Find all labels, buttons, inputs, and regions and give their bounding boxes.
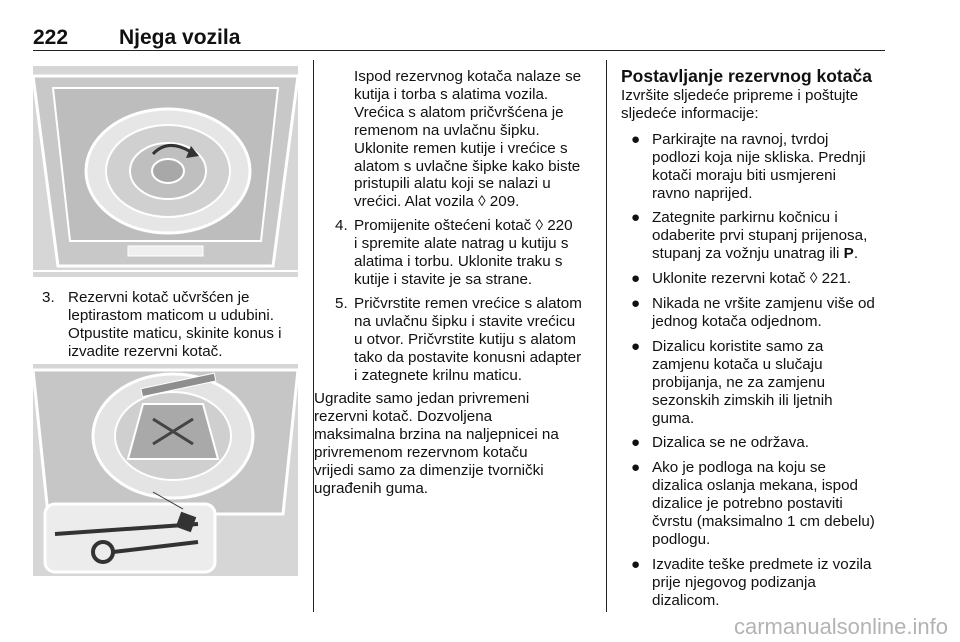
bullet-line: jednog kotača odjednom. (652, 312, 822, 330)
text-line: rezervni kotač. Dozvoljena (314, 408, 493, 426)
right-column-text (621, 65, 891, 610)
bullet-line: podlozi koja nije skliska. Prednji (652, 148, 866, 166)
bullet-item (621, 434, 891, 452)
bullet-icon: ● (631, 209, 641, 227)
step-3-number: 3. (42, 289, 55, 306)
bullet-line: kotači moraju biti usmjereni (652, 166, 837, 184)
bullet-line: čvrstu (maksimalno 1 cm debelu) (652, 513, 875, 531)
bullet-item (621, 270, 891, 288)
step-3-line: Otpustite maticu, skinite konus i (68, 324, 282, 342)
bullet-line: Uklonite rezervni kotač ◊ 221. (652, 270, 852, 288)
outro-paragraph (314, 390, 596, 497)
bullet-line: Zategnite parkirnu kočnicu i (652, 209, 838, 227)
bullet-line: Ako je podloga na koju se (652, 459, 826, 477)
step-5 (328, 295, 596, 385)
bullet-item (621, 209, 891, 263)
step-4-number: 4. (335, 217, 348, 235)
step-4 (328, 217, 596, 289)
jack-and-tools-illustration (33, 364, 298, 576)
bullet-item (621, 556, 891, 610)
text-line: Vrećica s alatom pričvršćena je (354, 103, 564, 121)
bullet-line: Nikada ne vršite zamjenu više od (652, 295, 875, 313)
text-line: ugrađenih guma. (314, 479, 428, 497)
step-5-number: 5. (335, 294, 348, 312)
gear-label-p: P (843, 245, 854, 263)
bullet-line: Parkirajte na ravnoj, tvrdoj (652, 130, 829, 148)
bullet-line: dizalicom. (652, 591, 720, 609)
text-line: vrijedi samo za dimenzije tvornički (314, 462, 544, 480)
text-line: kutija i torba s alatima vozila. (354, 85, 549, 103)
bullet-line: ravno naprijed. (652, 184, 753, 202)
step-4-line: kutije i stavite je sa strane. (354, 270, 533, 288)
step-3-line: izvadite rezervni kotač. (68, 342, 223, 360)
bullet-line: dizalica oslanja mekana, ispod (652, 477, 858, 495)
intro-paragraph (328, 68, 596, 211)
step-5-line: Pričvrstite remen vrećice s alatom (354, 294, 582, 312)
text-line: privremenom rezervnom kotaču (314, 444, 528, 462)
column-divider-left (313, 60, 314, 612)
bullet-line: dizalice je potrebno postaviti (652, 495, 843, 513)
step-5-line: tako da postavite konusni adapter (354, 348, 582, 366)
text-line: alatom s uvlačne šipke kako biste (354, 157, 581, 175)
text-line: Ugradite samo jedan privremeni (314, 390, 530, 408)
bullet-icon: ● (631, 130, 641, 148)
header-rule (33, 50, 885, 51)
watermark: carmanualsonline.info (733, 614, 948, 639)
bullet-item (621, 459, 891, 549)
bullet-line: prije njegovog podizanja (652, 573, 816, 591)
step-5-line: na uvlačnu šipku i stavite vrećicu (354, 312, 576, 330)
text-line: Ispod rezervnog kotača nalaze se (354, 68, 582, 85)
bullet-line: odaberite prvi stupanj prijenosa, (652, 227, 868, 245)
left-column-text (42, 289, 302, 361)
text-line: pristupili alatu koji se nalazi u (354, 175, 551, 193)
page-title: Njega vozila (119, 26, 241, 49)
step-5-line: u otvor. Pričvrstite kutiju s alatom (354, 330, 576, 348)
bullet-line: Izvadite teške predmete iz vozila (652, 555, 872, 573)
text-line: Uklonite remen kutije i vrećice s (354, 139, 568, 157)
bullet-line-text: stupanj za vožnju unatrag ili (652, 245, 840, 263)
step-4-line: i spremite alate natrag u kutiju s (354, 235, 569, 253)
bullet-item (621, 338, 891, 428)
step-5-line: i zategnete krilnu maticu. (354, 366, 522, 384)
page-number: 222 (33, 26, 69, 49)
middle-column-text (314, 68, 596, 498)
text-line: maksimalna brzina na naljepnicei na (314, 426, 559, 444)
bullet-icon: ● (631, 434, 641, 452)
bullet-icon: ● (631, 295, 641, 313)
text-line: vrećici. Alat vozila ◊ 209. (354, 193, 520, 211)
bullet-line: sezonskih zimskih ili ljetnih (652, 391, 833, 409)
bullet-icon: ● (631, 459, 641, 477)
bullet-line: guma. (652, 409, 695, 427)
bullet-item (621, 131, 891, 203)
text-line: Izvršite sljedeće pripreme i poštujte (621, 87, 859, 104)
bullet-icon: ● (631, 555, 641, 573)
bullet-line: probijanja, ne za zamjenu (652, 373, 826, 391)
step-3-line: leptirastom maticom u udubini. (68, 306, 274, 324)
bullet-line: Dizalicu koristite samo za (652, 337, 824, 355)
section-heading: Postavljanje rezervnog kotača (621, 66, 872, 86)
spare-wheel-illustration (33, 66, 298, 277)
bullet-line: podlogu. (652, 530, 711, 548)
text-line: remenom na uvlačnu šipku. (354, 121, 540, 139)
bullet-line: Dizalica se ne održava. (652, 434, 810, 452)
bullet-icon: ● (631, 270, 641, 288)
step-4-line: Promijenite oštećeni kotač ◊ 220 (354, 217, 573, 235)
bullet-line: zamjenu kotača u slučaju (652, 355, 823, 373)
bullet-line (652, 245, 891, 263)
bullet-icon: ● (631, 337, 641, 355)
bullet-line-end: . (853, 245, 859, 263)
step-3 (42, 289, 302, 361)
step-3-line: Rezervni kotač učvršćen je (68, 289, 250, 306)
column-divider-right (606, 60, 607, 612)
text-line: sljedeće informacije: (621, 104, 759, 122)
bullet-item (621, 295, 891, 331)
step-4-line: alatima i torbu. Uklonite traku s (354, 253, 563, 271)
